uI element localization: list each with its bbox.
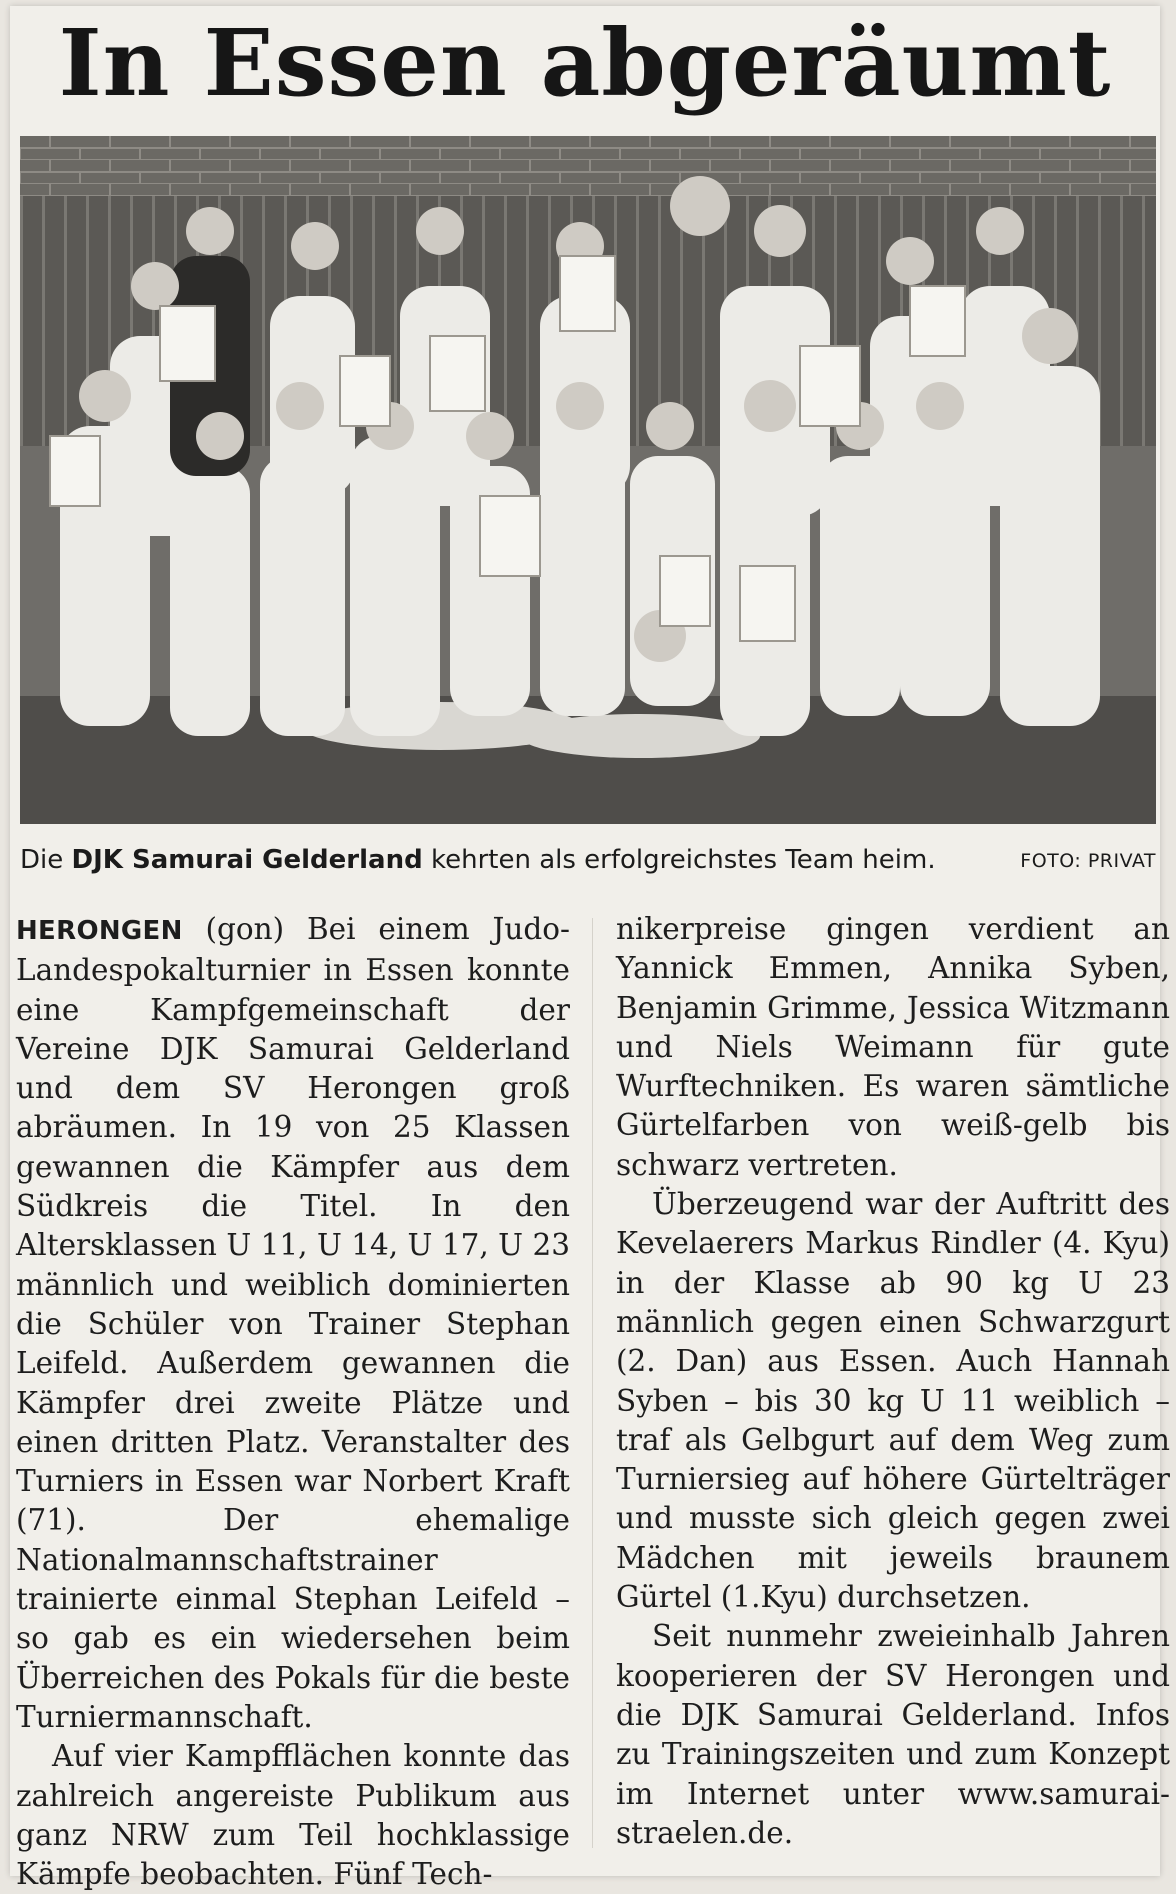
- headline: In Essen abgeräumt: [58, 9, 1112, 117]
- photo-credit: FOTO: PRIVAT: [1020, 850, 1156, 872]
- photo-caption: [20, 840, 1156, 880]
- team-photo-image: [20, 136, 1156, 824]
- paragraph-1: [16, 910, 570, 1737]
- caption-suffix: kehrten als erfolgreichstes Team heim.: [422, 845, 936, 875]
- paragraph-3: Überzeugend war der Auftritt des Kevelaerers Markus Rindler (4. Kyu) in der Klasse ab 90 kg U 23 männlich gegen einen Schwarzgurt (2. Dan) aus Essen. Auch Hannah Syben – bis 30 kg U 11 weiblich – traf als Gelbgurt auf dem Weg zum Turniersieg auf höhere Gürtelträger und musste sich gleich gegen zwei Mädchen mit jeweils braunem Gürtel (1.Kyu) durchsetzen.: [616, 1187, 1170, 1615]
- photo-caption-text: [20, 840, 936, 880]
- paragraph-4: Seit nunmehr zweieinhalb Jahren kooperieren der SV Herongen und die DJK Samurai Gelderland. Infos zu Trainingszeiten und zum Konzept im Internet unter www.samurai-straelen.de.: [616, 1619, 1170, 1850]
- article-column-left: [16, 910, 570, 1894]
- dateline: HERONGEN: [16, 916, 183, 946]
- team-photo: [20, 136, 1156, 824]
- caption-prefix: Die: [20, 845, 72, 875]
- caption-team-name: DJK Samurai Gelderland: [71, 845, 423, 875]
- column-divider: [592, 918, 593, 1848]
- paragraph-2-start: Auf vier Kampfflächen konnte das zahlreich angereiste Publikum aus ganz NRW zum Teil hochklassige Kämpfe beobachten. Fünf Tech-: [16, 1739, 570, 1892]
- article-column-right: [616, 910, 1170, 1853]
- paragraph-1-text: (gon) Bei einem Judo-Landespokalturnier in Essen konnte eine Kampfgemeinschaft der Vereine DJK Samurai Gelderland und dem SV Herongen groß abräumen. In 19 von 25 Klassen gewannen die Kämpfer aus dem Südkreis die Titel. In den Altersklassen U 11, U 14, U 17, U 23 männlich und weiblich dominierten die Schüler von Trainer Stephan Leifeld. Außerdem gewannen die Kämpfer drei zweite Plätze und einen dritten Platz. Veranstalter des Turniers in Essen war Norbert Kraft (71). Der ehemalige Nationalmannschaftstrainer trainierte einmal Stephan Leifeld – so gab es ein wiedersehen beim Überreichen des Pokals für die beste Turniermannschaft.: [16, 912, 570, 1734]
- paragraph-2-end: nikerpreise gingen verdient an Yannick Emmen, Annika Syben, Benjamin Grimme, Jessica Witzmann und Niels Weimann für gute Wurftechniken. Es waren sämtliche Gürtelfarben von weiß-gelb bis schwarz vertreten.: [616, 912, 1170, 1182]
